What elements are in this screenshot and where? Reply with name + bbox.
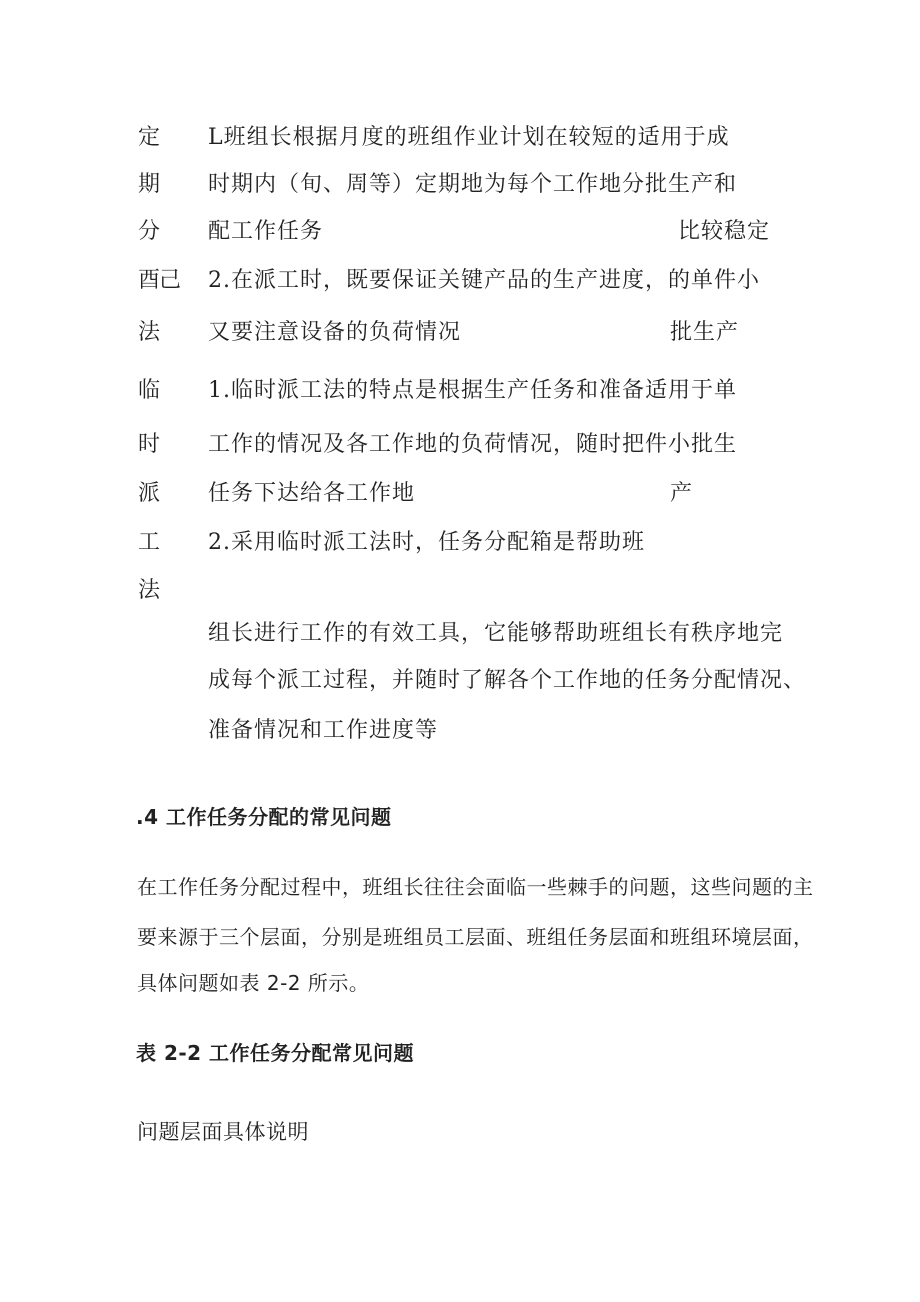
description-line: 1.临时派工法的特点是根据生产任务和准备适用于单 xyxy=(208,378,737,403)
method-char: 临 xyxy=(138,378,162,403)
method-char: 工 xyxy=(138,530,162,555)
paragraph-line: 具体问题如表 2-2 所示。 xyxy=(137,971,370,995)
paragraph-line: 要来源于三个层面，分别是班组员工层面、班组任务层面和班组环境层面， xyxy=(137,925,814,949)
description-line: 又要注意设备的负荷情况 xyxy=(208,320,462,345)
method-char: 酉己 xyxy=(138,268,181,293)
method-char: 期 xyxy=(138,172,162,197)
applicable-fragment: 批生产 xyxy=(670,320,740,345)
description-line: 成每个派工过程，并随时了解各个工作地的任务分配情况、 xyxy=(208,668,807,693)
applicable-fragment: 产 xyxy=(670,481,694,506)
description-line: 配工作任务 xyxy=(208,219,324,244)
applicable-fragment: 比较稳定 xyxy=(678,219,771,244)
description-line: 2.采用临时派工法时，任务分配箱是帮助班 xyxy=(208,530,645,555)
method-char: 定 xyxy=(138,125,162,150)
paragraph-line: 在工作任务分配过程中，班组长往往会面临一些棘手的问题，这些问题的主 xyxy=(137,875,814,899)
description-line: 2.在派工时，既要保证关键产品的生产进度，的单件小 xyxy=(208,268,760,293)
description-line: L班组长根据月度的班组作业计划在较短的适用于成 xyxy=(208,125,730,150)
method-char: 派 xyxy=(138,481,162,506)
description-line: 准备情况和工作进度等 xyxy=(208,718,439,743)
description-line: 任务下达给各工作地 xyxy=(208,481,416,506)
method-char: 法 xyxy=(138,578,162,603)
section-heading: .4 工作任务分配的常见问题 xyxy=(136,805,392,829)
table-caption: 表 2-2 工作任务分配常见问题 xyxy=(136,1041,415,1065)
method-char: 分 xyxy=(138,219,162,244)
method-char: 法 xyxy=(138,320,162,345)
method-char: 时 xyxy=(138,432,162,457)
description-line: 工作的情况及各工作地的负荷情况，随时把件小批生 xyxy=(208,432,738,457)
description-line: 时期内（旬、周等）定期地为每个工作地分批生产和 xyxy=(208,172,738,197)
table-header: 问题层面具体说明 xyxy=(137,1120,309,1144)
description-line: 组长进行工作的有效工具，它能够帮助班组长有秩序地完 xyxy=(208,621,784,646)
